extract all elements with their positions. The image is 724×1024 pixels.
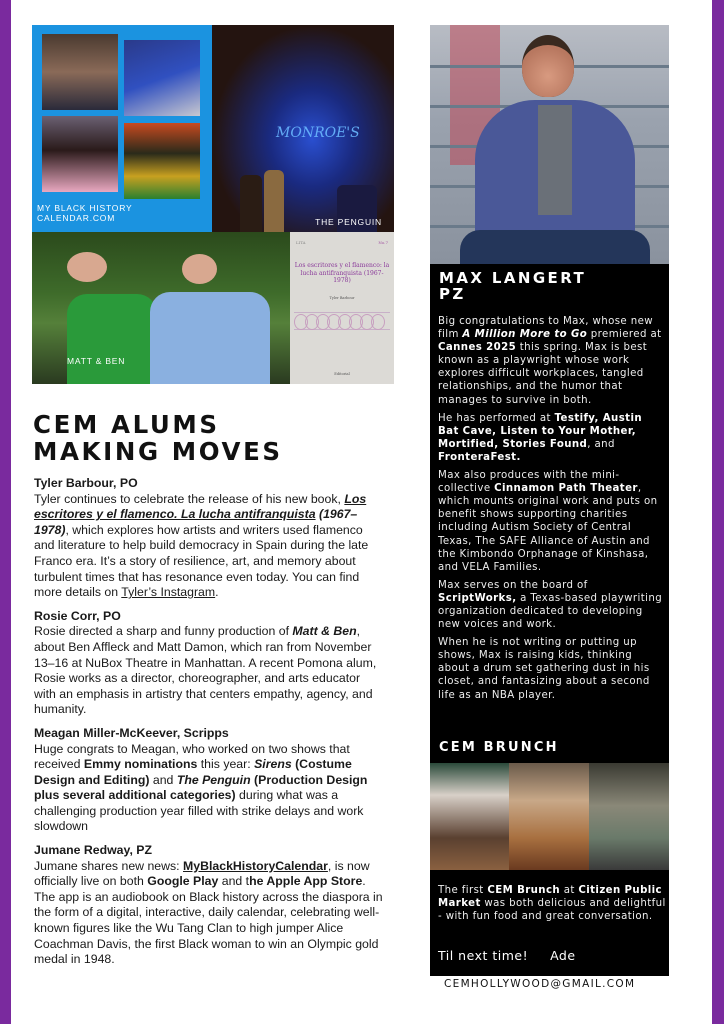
stage-sign: MONROE'S (276, 125, 360, 141)
instagram-link[interactable]: Tyler’s Instagram (121, 585, 216, 600)
brunch-photo-left (430, 763, 509, 870)
figure (240, 175, 262, 232)
app-link[interactable]: MyBlackHistoryCalendar (183, 858, 328, 873)
blue-shirt (150, 292, 270, 384)
person-shirt (538, 105, 572, 215)
penguin-caption: THE PENGUIN (315, 217, 382, 227)
brunch-photo-right (589, 763, 669, 870)
brunch-photo (430, 763, 669, 870)
penguin-image (212, 25, 394, 232)
heading-line-2: MAKING MOVES (33, 437, 283, 466)
person-head (522, 35, 574, 97)
paragraph: Big congratulations to Max, whose new film A Million More to Go premiered at Cannes 2025 this spring. Max is best known as a playwright whose work explores difficult workplaces, tangled relationships, and the humor that manages to survive in both. (438, 316, 662, 406)
book-publisher: Editorial (334, 372, 350, 376)
book-title: Los escritores y el flamenco: la lucha antifranquista (1967-1978) (294, 262, 390, 284)
max-langert-photo (430, 25, 669, 264)
heading-line-1: CEM ALUMS (33, 410, 220, 439)
paragraph: When he is not writing or putting up shows, Max is raising kids, thinking about a drum set gathering dust in his closet, and fantasizing about a second life as an NBA player. (438, 637, 650, 701)
left-border-bar (0, 0, 11, 1024)
feature-text (438, 315, 666, 707)
portrait-photo (124, 123, 200, 199)
alum-name: Rosie Corr, PO (34, 608, 121, 623)
face (182, 254, 217, 284)
calendar-promo-image (32, 25, 212, 232)
portrait-photo (42, 34, 118, 110)
alum-entry-rosie (34, 609, 384, 718)
book-number: No.7 (378, 240, 388, 245)
matt-ben-caption: MATT & BEN (67, 356, 126, 366)
feature-name: MAX LANGERT PZ (439, 269, 587, 303)
face (67, 252, 107, 282)
paragraph: He has performed at Testify, Austin Bat Cave, Listen to Your Mother, Mortified, Stories Found, and FronteraFest. (438, 412, 642, 463)
photo-grid (32, 25, 394, 384)
alum-text: Rosie directed a sharp and funny production of Matt & Ben, about Ben Affleck and Matt Damon, which ran from November 13–16 at NuBox Theatre in Manhattan. A recent Pomona alum, Rosie works as a director, choreographer, and arts educator with an emphasis in artistry that centers empathy, agency, and humanity. (34, 624, 377, 717)
alumni-news (34, 476, 384, 976)
contact-email[interactable]: CEMHOLLYWOOD@GMAIL.COM (444, 978, 636, 990)
sign-off: Til next time! Ade (438, 948, 576, 963)
alum-entry-jumane (34, 843, 384, 968)
book-series: LITA (296, 240, 306, 245)
brunch-text: The first CEM Brunch at Citizen Public Market was both delicious and delightful - with fun food and great conversation. (438, 885, 666, 923)
figure (264, 170, 284, 232)
alum-name: Tyler Barbour, PO (34, 476, 138, 490)
right-border-bar (712, 0, 724, 1024)
portrait-photo (124, 40, 200, 116)
book-cover-image (290, 232, 394, 384)
portrait-photo (42, 116, 118, 192)
alum-name: Jumane Redway, PZ (34, 843, 152, 858)
brunch-photo-center (509, 763, 589, 870)
striped-shirt (67, 294, 157, 384)
book-link[interactable]: Los escritores y el flamenco. La lucha antifranquista (34, 491, 367, 522)
brunch-heading: CEM BRUNCH (439, 740, 559, 755)
alum-entry-tyler (34, 476, 384, 601)
alum-text: Jumane shares new news: MyBlackHistoryCalendar, is now officially live on both Google Play and the Apple App Store. The app is an audiobook on Black history across the diaspora in the form of a digital, interactive, daily calendar, celebrating well-known figures like the Wu Tang Clan to high jumper Alice Coachman Davis, the first Black woman to win an Olympic gold medal in 1948. (34, 858, 383, 967)
section-heading (33, 411, 283, 465)
book-ring-pattern (294, 312, 390, 330)
book-author: Tyler Barbour (329, 296, 355, 300)
paragraph: Max serves on the board of ScriptWorks, a Texas-based playwriting organization dedicated to developing new voices and work. (438, 579, 663, 631)
alum-text: Huge congrats to Meagan, who worked on two shows that received Emmy nominations this year: Sirens (Costume Design and Editing) and The Penguin (Production Design plus several additional categories) during what was a challenging production year filled with strike delays and work slowdown (34, 741, 368, 834)
alum-entry-meagan (34, 726, 384, 835)
alum-text: Tyler continues to celebrate the release of his new book, Los escritores y el flamenco. La lucha antifranquista (1967–1978), which explores how artists and writers used flamenco and literature to help build democracy in Spain during the late Franco era. It’s a story of resilience, art, and memory about turbulent times that has resonance even today. You can find more details on Tyler’s Instagram. (34, 491, 369, 600)
alum-name: Meagan Miller-McKeever, Scripps (34, 725, 229, 740)
person-jeans (460, 230, 650, 264)
calendar-caption: MY BLACK HISTORY CALENDAR.COM (37, 203, 133, 223)
matt-and-ben-image (32, 232, 290, 384)
paragraph: Max also produces with the mini-collective Cinnamon Path Theater, which mounts original work and puts on benefit shows supporting charities including Autism Society of Central Texas, The SAFE Alliance of Austin and the Kimbondo Orphanage of Kinshasa, and VELA Families. (438, 470, 658, 573)
feature-panel (430, 264, 669, 976)
signature: Ade (550, 948, 576, 963)
